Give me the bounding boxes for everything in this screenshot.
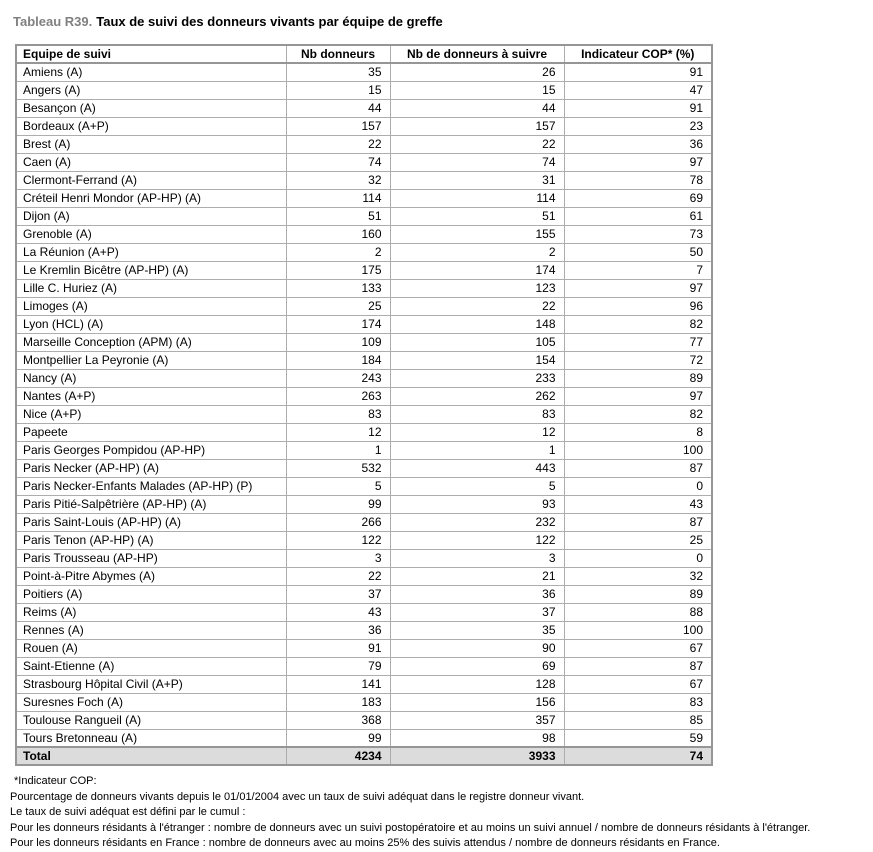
table-row xyxy=(16,531,712,549)
cop-cell: 83 xyxy=(564,693,712,711)
team-cell: Papeete xyxy=(16,423,286,441)
footnote-line: *Indicateur COP: xyxy=(14,775,97,787)
nb-a-suivre-cell: 90 xyxy=(390,639,564,657)
nb-donneurs-cell: 368 xyxy=(286,711,390,729)
table-title-text: Taux de suivi des donneurs vivants par équipe de greffe xyxy=(96,14,443,29)
table-row xyxy=(16,63,712,81)
nb-a-suivre-cell: 357 xyxy=(390,711,564,729)
team-cell: Rennes (A) xyxy=(16,621,286,639)
team-cell: Nancy (A) xyxy=(16,369,286,387)
table-row xyxy=(16,369,712,387)
table-row xyxy=(16,675,712,693)
nb-donneurs-cell: 74 xyxy=(286,153,390,171)
team-cell: Montpellier La Peyronie (A) xyxy=(16,351,286,369)
cop-cell: 100 xyxy=(564,621,712,639)
nb-donneurs-cell: 532 xyxy=(286,459,390,477)
table-row xyxy=(16,441,712,459)
nb-a-suivre-cell: 22 xyxy=(390,135,564,153)
nb-a-suivre-cell: 174 xyxy=(390,261,564,279)
cop-cell: 50 xyxy=(564,243,712,261)
cop-cell: 25 xyxy=(564,531,712,549)
team-cell: Paris Saint-Louis (AP-HP) (A) xyxy=(16,513,286,531)
nb-a-suivre-cell: 36 xyxy=(390,585,564,603)
team-cell: Le Kremlin Bicêtre (AP-HP) (A) xyxy=(16,261,286,279)
nb-donneurs-cell: 22 xyxy=(286,135,390,153)
team-cell: Nantes (A+P) xyxy=(16,387,286,405)
total-nb-a-suivre-cell: 3933 xyxy=(390,747,564,765)
cop-cell: 91 xyxy=(564,99,712,117)
table-row xyxy=(16,171,712,189)
nb-donneurs-cell: 32 xyxy=(286,171,390,189)
table-row xyxy=(16,135,712,153)
cop-cell: 87 xyxy=(564,459,712,477)
team-cell: Lille C. Huriez (A) xyxy=(16,279,286,297)
nb-donneurs-cell: 184 xyxy=(286,351,390,369)
team-cell: La Réunion (A+P) xyxy=(16,243,286,261)
table-row xyxy=(16,189,712,207)
table-row xyxy=(16,477,712,495)
nb-donneurs-cell: 79 xyxy=(286,657,390,675)
team-cell: Paris Tenon (AP-HP) (A) xyxy=(16,531,286,549)
footnotes-block xyxy=(10,774,810,852)
column-header-nb-a-suivre: Nb de donneurs à suivre xyxy=(390,45,564,63)
cop-cell: 59 xyxy=(564,729,712,747)
cop-cell: 89 xyxy=(564,585,712,603)
cop-cell: 8 xyxy=(564,423,712,441)
table-row xyxy=(16,405,712,423)
nb-donneurs-cell: 157 xyxy=(286,117,390,135)
cop-cell: 67 xyxy=(564,675,712,693)
cop-cell: 73 xyxy=(564,225,712,243)
table-row xyxy=(16,279,712,297)
nb-donneurs-cell: 99 xyxy=(286,729,390,747)
nb-a-suivre-cell: 2 xyxy=(390,243,564,261)
team-cell: Bordeaux (A+P) xyxy=(16,117,286,135)
team-cell: Lyon (HCL) (A) xyxy=(16,315,286,333)
cop-cell: 77 xyxy=(564,333,712,351)
nb-donneurs-cell: 122 xyxy=(286,531,390,549)
nb-donneurs-cell: 263 xyxy=(286,387,390,405)
column-header-indicateur-cop: Indicateur COP* (%) xyxy=(564,45,712,63)
nb-a-suivre-cell: 233 xyxy=(390,369,564,387)
nb-a-suivre-cell: 35 xyxy=(390,621,564,639)
team-cell: Créteil Henri Mondor (AP-HP) (A) xyxy=(16,189,286,207)
cop-cell: 67 xyxy=(564,639,712,657)
team-cell: Caen (A) xyxy=(16,153,286,171)
nb-donneurs-cell: 43 xyxy=(286,603,390,621)
table-row xyxy=(16,639,712,657)
table-row xyxy=(16,243,712,261)
team-cell: Point-à-Pitre Abymes (A) xyxy=(16,567,286,585)
nb-a-suivre-cell: 105 xyxy=(390,333,564,351)
cop-cell: 89 xyxy=(564,369,712,387)
cop-cell: 72 xyxy=(564,351,712,369)
nb-donneurs-cell: 35 xyxy=(286,63,390,81)
table-row xyxy=(16,585,712,603)
nb-a-suivre-cell: 12 xyxy=(390,423,564,441)
team-cell: Limoges (A) xyxy=(16,297,286,315)
cop-cell: 85 xyxy=(564,711,712,729)
table-row xyxy=(16,333,712,351)
table-row xyxy=(16,729,712,747)
cop-cell: 82 xyxy=(564,405,712,423)
nb-donneurs-cell: 133 xyxy=(286,279,390,297)
nb-a-suivre-cell: 114 xyxy=(390,189,564,207)
nb-donneurs-cell: 1 xyxy=(286,441,390,459)
team-cell: Nice (A+P) xyxy=(16,405,286,423)
team-cell: Rouen (A) xyxy=(16,639,286,657)
cop-cell: 97 xyxy=(564,387,712,405)
cop-cell: 23 xyxy=(564,117,712,135)
footnote-line: Pourcentage de donneurs vivants depuis le 01/01/2004 avec un taux de suivi adéquat dans le registre donneur vivant. xyxy=(10,790,585,803)
table-row xyxy=(16,99,712,117)
cop-cell: 87 xyxy=(564,657,712,675)
nb-donneurs-cell: 51 xyxy=(286,207,390,225)
total-cop-cell: 74 xyxy=(564,747,712,765)
table-row xyxy=(16,459,712,477)
table-row xyxy=(16,603,712,621)
team-cell: Angers (A) xyxy=(16,81,286,99)
team-cell: Paris Pitié-Salpêtrière (AP-HP) (A) xyxy=(16,495,286,513)
nb-a-suivre-cell: 156 xyxy=(390,693,564,711)
table-row xyxy=(16,693,712,711)
team-cell: Toulouse Rangueil (A) xyxy=(16,711,286,729)
cop-cell: 78 xyxy=(564,171,712,189)
nb-a-suivre-cell: 5 xyxy=(390,477,564,495)
nb-a-suivre-cell: 262 xyxy=(390,387,564,405)
cop-cell: 43 xyxy=(564,495,712,513)
cop-cell: 69 xyxy=(564,189,712,207)
nb-a-suivre-cell: 122 xyxy=(390,531,564,549)
team-cell: Paris Necker-Enfants Malades (AP-HP) (P) xyxy=(16,477,286,495)
cop-cell: 0 xyxy=(564,477,712,495)
cop-cell: 47 xyxy=(564,81,712,99)
team-cell: Marseille Conception (APM) (A) xyxy=(16,333,286,351)
cop-cell: 97 xyxy=(564,279,712,297)
footnote-line: Pour les donneurs résidants en France : nombre de donneurs avec au moins 25% des suivis attendus / nombre de donneurs résidants en France. xyxy=(10,837,720,850)
nb-a-suivre-cell: 51 xyxy=(390,207,564,225)
cop-cell: 7 xyxy=(564,261,712,279)
nb-donneurs-cell: 183 xyxy=(286,693,390,711)
header-row xyxy=(16,45,712,63)
column-header-equipe: Equipe de suivi xyxy=(16,45,286,63)
cop-cell: 100 xyxy=(564,441,712,459)
nb-a-suivre-cell: 93 xyxy=(390,495,564,513)
table-row xyxy=(16,117,712,135)
cop-cell: 96 xyxy=(564,297,712,315)
donor-followup-table xyxy=(15,44,713,766)
nb-a-suivre-cell: 69 xyxy=(390,657,564,675)
nb-donneurs-cell: 141 xyxy=(286,675,390,693)
nb-a-suivre-cell: 83 xyxy=(390,405,564,423)
team-cell: Amiens (A) xyxy=(16,63,286,81)
team-cell: Suresnes Foch (A) xyxy=(16,693,286,711)
nb-donneurs-cell: 37 xyxy=(286,585,390,603)
total-row xyxy=(16,747,712,765)
nb-a-suivre-cell: 26 xyxy=(390,63,564,81)
footnote-line: Pour les donneurs résidants à l'étranger : nombre de donneurs avec un suivi postopératoire et au moins un suivi annuel / nombre de donneurs résidants à l'étranger. xyxy=(10,821,811,834)
nb-a-suivre-cell: 21 xyxy=(390,567,564,585)
team-cell: Reims (A) xyxy=(16,603,286,621)
cop-cell: 0 xyxy=(564,549,712,567)
nb-a-suivre-cell: 15 xyxy=(390,81,564,99)
table-row xyxy=(16,81,712,99)
nb-donneurs-cell: 12 xyxy=(286,423,390,441)
team-cell: Paris Necker (AP-HP) (A) xyxy=(16,459,286,477)
cop-cell: 61 xyxy=(564,207,712,225)
nb-a-suivre-cell: 155 xyxy=(390,225,564,243)
table-row xyxy=(16,549,712,567)
nb-donneurs-cell: 3 xyxy=(286,549,390,567)
nb-donneurs-cell: 36 xyxy=(286,621,390,639)
table-row xyxy=(16,315,712,333)
cop-cell: 97 xyxy=(564,153,712,171)
column-header-nb-donneurs: Nb donneurs xyxy=(286,45,390,63)
team-cell: Poitiers (A) xyxy=(16,585,286,603)
nb-donneurs-cell: 160 xyxy=(286,225,390,243)
table-row xyxy=(16,387,712,405)
cop-cell: 88 xyxy=(564,603,712,621)
nb-a-suivre-cell: 232 xyxy=(390,513,564,531)
nb-a-suivre-cell: 74 xyxy=(390,153,564,171)
cop-cell: 91 xyxy=(564,63,712,81)
team-cell: Dijon (A) xyxy=(16,207,286,225)
table-row xyxy=(16,513,712,531)
team-cell: Saint-Etienne (A) xyxy=(16,657,286,675)
cop-cell: 32 xyxy=(564,567,712,585)
nb-donneurs-cell: 114 xyxy=(286,189,390,207)
table-row xyxy=(16,153,712,171)
team-cell: Besançon (A) xyxy=(16,99,286,117)
table-row xyxy=(16,567,712,585)
nb-a-suivre-cell: 37 xyxy=(390,603,564,621)
nb-a-suivre-cell: 123 xyxy=(390,279,564,297)
nb-a-suivre-cell: 443 xyxy=(390,459,564,477)
table-row xyxy=(16,657,712,675)
team-cell: Clermont-Ferrand (A) xyxy=(16,171,286,189)
team-cell: Strasbourg Hôpital Civil (A+P) xyxy=(16,675,286,693)
footnote-line: Le taux de suivi adéquat est défini par le cumul : xyxy=(10,806,246,819)
team-cell: Grenoble (A) xyxy=(16,225,286,243)
nb-donneurs-cell: 25 xyxy=(286,297,390,315)
nb-donneurs-cell: 2 xyxy=(286,243,390,261)
nb-a-suivre-cell: 3 xyxy=(390,549,564,567)
nb-donneurs-cell: 22 xyxy=(286,567,390,585)
total-label-cell: Total xyxy=(16,747,286,765)
team-cell: Brest (A) xyxy=(16,135,286,153)
nb-donneurs-cell: 266 xyxy=(286,513,390,531)
table-row xyxy=(16,225,712,243)
cop-cell: 36 xyxy=(564,135,712,153)
nb-a-suivre-cell: 154 xyxy=(390,351,564,369)
table-row xyxy=(16,495,712,513)
table-row xyxy=(16,261,712,279)
nb-donneurs-cell: 83 xyxy=(286,405,390,423)
nb-donneurs-cell: 109 xyxy=(286,333,390,351)
table-row xyxy=(16,297,712,315)
nb-a-suivre-cell: 128 xyxy=(390,675,564,693)
table-row xyxy=(16,711,712,729)
nb-donneurs-cell: 15 xyxy=(286,81,390,99)
nb-donneurs-cell: 243 xyxy=(286,369,390,387)
team-cell: Paris Georges Pompidou (AP-HP) xyxy=(16,441,286,459)
table-row xyxy=(16,423,712,441)
cop-cell: 87 xyxy=(564,513,712,531)
nb-a-suivre-cell: 44 xyxy=(390,99,564,117)
table-caption xyxy=(13,14,443,29)
nb-a-suivre-cell: 31 xyxy=(390,171,564,189)
table-number-label: Tableau R39. xyxy=(13,14,93,29)
table-row xyxy=(16,351,712,369)
nb-donneurs-cell: 175 xyxy=(286,261,390,279)
nb-a-suivre-cell: 22 xyxy=(390,297,564,315)
nb-donneurs-cell: 44 xyxy=(286,99,390,117)
table-row xyxy=(16,207,712,225)
nb-donneurs-cell: 174 xyxy=(286,315,390,333)
nb-donneurs-cell: 91 xyxy=(286,639,390,657)
total-nb-donneurs-cell: 4234 xyxy=(286,747,390,765)
nb-a-suivre-cell: 148 xyxy=(390,315,564,333)
nb-donneurs-cell: 99 xyxy=(286,495,390,513)
nb-a-suivre-cell: 1 xyxy=(390,441,564,459)
nb-a-suivre-cell: 98 xyxy=(390,729,564,747)
nb-donneurs-cell: 5 xyxy=(286,477,390,495)
team-cell: Tours Bretonneau (A) xyxy=(16,729,286,747)
table-row xyxy=(16,621,712,639)
cop-cell: 82 xyxy=(564,315,712,333)
nb-a-suivre-cell: 157 xyxy=(390,117,564,135)
team-cell: Paris Trousseau (AP-HP) xyxy=(16,549,286,567)
